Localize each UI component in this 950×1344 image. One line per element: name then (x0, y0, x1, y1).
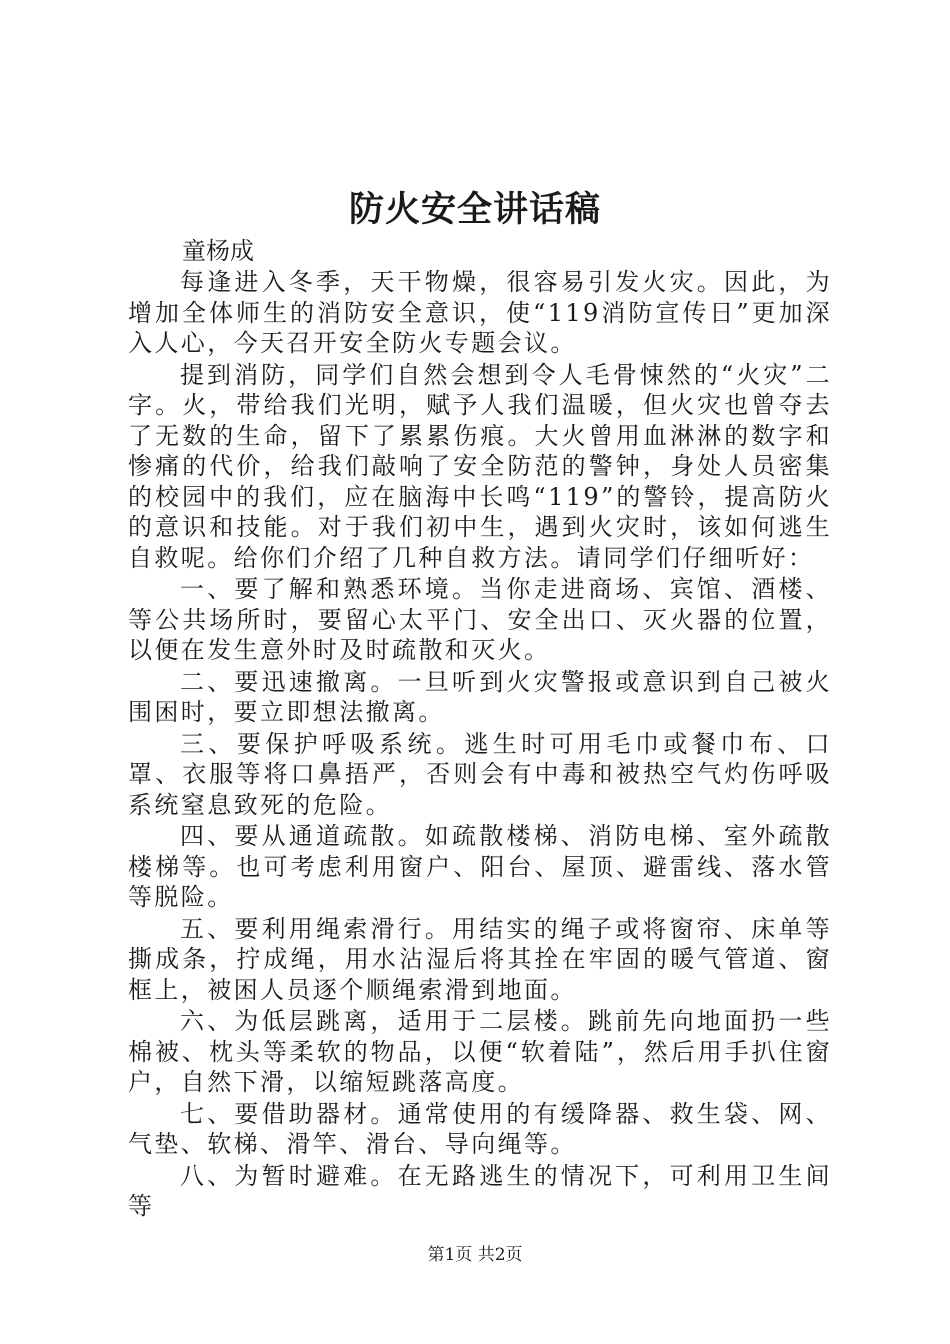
page-number: 第1页 共2页 (427, 1245, 523, 1265)
paragraph-method-6: 六、为低层跳离，适用于二层楼。跳前先向地面扔一些棉被、枕头等柔软的物品，以便“软着陆”，然后用手扒住窗户，自然下滑，以缩短跳落高度。 (128, 1007, 832, 1096)
paragraph-method-1: 一、要了解和熟悉环境。当你走进商场、宾馆、酒楼、等公共场所时，要留心太平门、安全出口、灭火器的位置，以便在发生意外时及时疏散和灭火。 (128, 575, 832, 664)
paragraph-method-4: 四、要从通道疏散。如疏散楼梯、消防电梯、室外疏散楼梯等。也可考虑利用窗户、阳台、屋顶、避雷线、落水管等脱险。 (128, 822, 832, 911)
paragraph-method-3: 三、要保护呼吸系统。逃生时可用毛巾或餐巾布、口罩、衣服等将口鼻捂严，否则会有中毒和被热空气灼伤呼吸系统窒息致死的危险。 (128, 729, 832, 819)
author-name: 童杨成 (182, 237, 254, 265)
paragraph-method-8: 八、为暂时避难。在无路逃生的情况下，可利用卫生间等 (128, 1161, 832, 1220)
document-body (128, 267, 832, 1223)
document-title: 防火安全讲话稿 (348, 189, 601, 230)
paragraph-background: 提到消防，同学们自然会想到令人毛骨悚然的“火灾”二字。火，带给我们光明，赋予人我们温暖，但火灾也曾夺去了无数的生命，留下了累累伤痕。大火曾用血淋淋的数字和惨痛的代价，给我们敲响了安全防范的警钟，身处人员密集的校园中的我们，应在脑海中长鸣“119”的警铃，提高防火的意识和技能。对于我们初中生，遇到火灾时，该如何逃生自救呢。给你们介绍了几种自救方法。请同学们仔细听好： (128, 360, 832, 572)
paragraph-method-7: 七、要借助器材。通常使用的有缓降器、救生袋、网、气垫、软梯、滑竿、滑台、导向绳等。 (128, 1099, 832, 1158)
paragraph-intro: 每逢进入冬季，天干物燥，很容易引发火灾。因此，为增加全体师生的消防安全意识，使“119消防宣传日”更加深入人心，今天召开安全防火专题会议。 (128, 268, 832, 357)
paragraph-method-2: 二、要迅速撤离。一旦听到火灾警报或意识到自己被火围困时，要立即想法撤离。 (128, 667, 832, 726)
paragraph-method-5: 五、要利用绳索滑行。用结实的绳子或将窗帘、床单等撕成条，拧成绳，用水沾湿后将其拴在牢固的暖气管道、窗框上，被困人员逐个顺绳索滑到地面。 (128, 914, 832, 1004)
